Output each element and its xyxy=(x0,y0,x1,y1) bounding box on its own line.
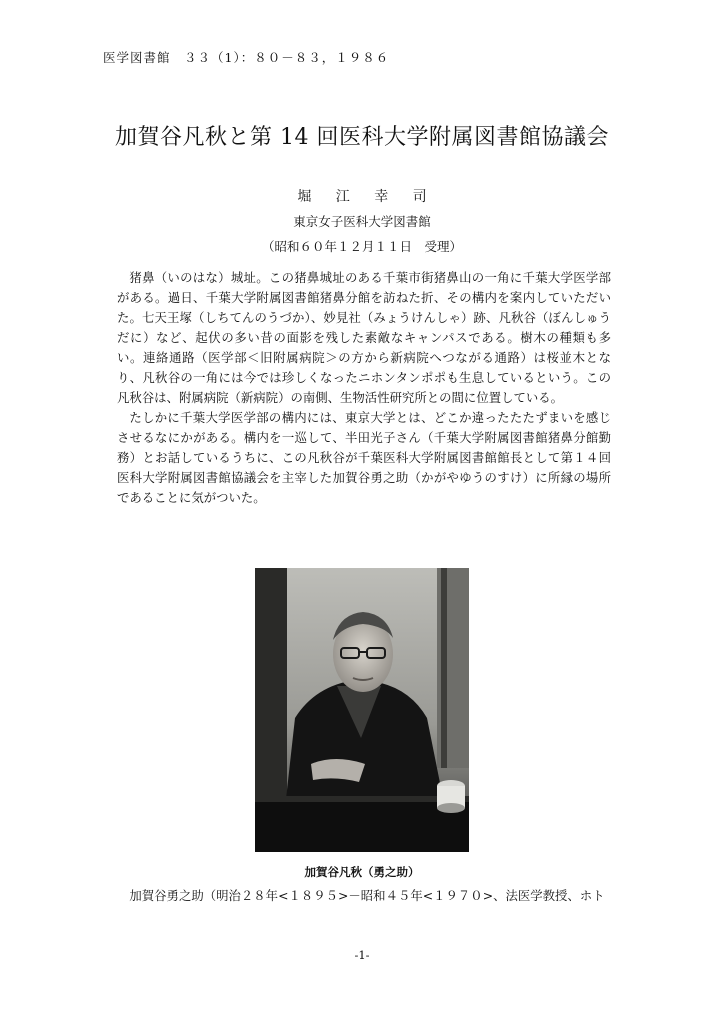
body-paragraph: 猪鼻（いのはな）城址。この猪鼻城址のある千葉市街猪鼻山の一角に千葉大学医学部がある。過日、千葉大学附属図書館猪鼻分館を訪ねた折、その構内を案内していただいた。七天王塚（しちてんのうづか）、妙見社（みょうけんしゃ）跡、凡秋谷（ぼんしゅうだに）など、起伏の多い昔の面影を残した素敵なキャンパスである。樹木の種類も多い。連絡通路（医学部＜旧附属病院＞の方から新病院へつながる通路）は桜並木となり、凡秋谷の一角には今では珍しくなったニホンタンポポも生息しているという。この凡秋谷は、附属病院（新病院）の南側、生物活性研究所との間に位置している。 xyxy=(117,270,611,405)
continuation-text: 加賀谷勇之助（明治２８年<１８９５>－昭和４５年<１９７０>、法医学教授、ホト xyxy=(129,888,605,903)
received-date: （昭和６０年１２月１１日 受理） xyxy=(261,239,462,254)
author-affiliation: 東京女子医科大学図書館 xyxy=(293,214,431,229)
author-name: 堀 江 幸 司 xyxy=(297,189,437,205)
page-number: -1- xyxy=(354,948,370,962)
body-paragraph: たしかに千葉大学医学部の構内には、東京大学とは、どこか違ったたたずまいを感じさせるなにかがある。構内を一巡して、半田光子さん（千葉大学附属図書館猪鼻分館勤務）とお話しているうちに、この凡秋谷が千葉医科大学附属図書館館長として第１４回医科大学附属図書館協議会を主宰した加賀谷勇之助（かがやゆうのすけ）に所縁の場所であることに気がついた。 xyxy=(117,410,611,505)
article-body xyxy=(117,268,611,508)
article-title: 加賀谷凡秋と第 14 回医科大学附属図書館協議会 xyxy=(115,125,609,150)
portrait-photo xyxy=(255,568,469,852)
journal-citation: 医学図書館 ３３（1）：８０－８３，１９８６ xyxy=(103,50,390,65)
figure-caption: 加賀谷凡秋（勇之助） xyxy=(304,865,420,879)
